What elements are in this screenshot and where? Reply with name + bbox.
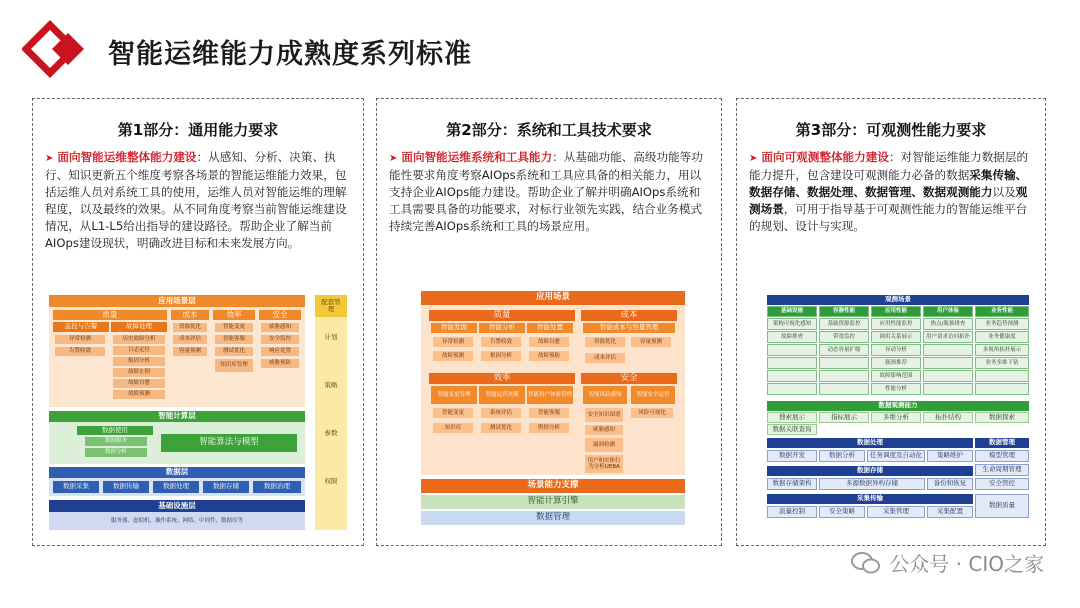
eff-item: 智能变更 (215, 323, 253, 332)
security-header: 安全 (259, 310, 301, 320)
efficiency-header: 效率 (429, 373, 575, 384)
scene-cell (819, 357, 869, 369)
scene-cell: 调用关系展示 (871, 331, 921, 343)
sec-item: 智能安全运营 (631, 386, 675, 404)
side-item: 计划 (324, 333, 338, 342)
data-item: 数据处理 (153, 481, 199, 493)
q-item: 历史故障分析 (113, 335, 165, 344)
scene-column-header: 业务性能 (975, 306, 1029, 317)
sec-item: 安全监控 (261, 335, 299, 344)
q-sub: 异常检测 (433, 337, 473, 347)
proc-item: 策略维护 (927, 450, 973, 462)
body-text: ，可用于指导基于可观测性能力的智能运维平台的规划、设计与实现。 (749, 202, 1028, 233)
cost-item: 成本评估 (173, 335, 207, 344)
sec-sub: 用户和实体行为分析UEBA (585, 455, 623, 473)
cost-sub: 资源优化 (585, 337, 625, 347)
quality-header: 质量 (53, 310, 167, 320)
scene-cell: 基础资源监控 (819, 318, 869, 330)
eff-item: 智能变更管理 (431, 386, 477, 404)
quality-header: 质量 (429, 310, 575, 321)
mgmt-item: 安全管控 (975, 478, 1029, 490)
scene-cell (923, 344, 973, 356)
data-item: 数据存储 (203, 481, 249, 493)
mgmt-item: 模型管理 (975, 450, 1029, 462)
side-item: 参数 (324, 429, 338, 438)
trans-item: 安全策略 (819, 506, 865, 518)
page-title: 智能运维能力成熟度系列标准 (108, 39, 472, 70)
panel-title: 第2部分：系统和工具技术要求 (446, 121, 652, 139)
infra-items: 服务器、虚拟机、操作系统、网络、中间件、数据库等 (49, 512, 305, 530)
scene-cell: 带宽监控 (819, 331, 869, 343)
q-item: 异常检测 (55, 335, 105, 344)
trans-header: 采集传输 (767, 494, 973, 504)
scene-cell (767, 370, 817, 382)
system-tools-diagram (421, 291, 685, 531)
mgmt-item: 数据质量 (975, 494, 1029, 518)
obs-item: 数据探索 (975, 412, 1029, 423)
body-text: 以及 (992, 185, 1016, 199)
cost-item: 容量预测 (173, 347, 207, 356)
scene-cell (767, 357, 817, 369)
app-scene-header: 应用场景 (421, 291, 685, 305)
eff-sub: 舆情分析 (529, 423, 569, 433)
scene-cell (923, 383, 973, 395)
scene-cell: 瓶颈推荐 (871, 357, 921, 369)
obs-item: 搜索展示 (767, 412, 817, 423)
side-body (315, 317, 347, 530)
obs-item: 指标展示 (819, 412, 869, 423)
arrow-bullet-icon: ➤ (749, 153, 758, 164)
watermark-text: 公众号 · CIO之家 (889, 552, 1044, 576)
scene-cell (923, 370, 973, 382)
panel-description (749, 149, 1035, 235)
data-analysis: 数据分析 (85, 448, 147, 457)
scene-cell (767, 344, 817, 356)
algo-model: 智能算法与模型 (161, 434, 297, 452)
quality-monitor: 监控与告警 (53, 322, 109, 332)
cost-item: 智能成本与容量管理 (583, 323, 675, 333)
intel-layer-header: 智能计算层 (49, 411, 305, 422)
eff-item: 智能用户体验管理 (527, 386, 573, 404)
proc-item: 数据分析 (819, 450, 865, 462)
proc-header: 数据处理 (767, 438, 973, 448)
mgmt-header: 数据管理 (975, 438, 1029, 448)
scene-cell (819, 370, 869, 382)
sec-item: 威胁感知 (261, 323, 299, 332)
sec-sub: 漏洞检测 (585, 438, 623, 452)
eff-sub: 测试优化 (481, 423, 521, 433)
mgmt-item: 生命周期管理 (975, 464, 1029, 476)
cost-item: 资源优化 (173, 323, 207, 332)
scene-cell: 性能分析 (871, 383, 921, 395)
scene-cell: 业务多维下钻 (975, 357, 1029, 369)
scene-cell: 应用性能监控 (871, 318, 921, 330)
sec-sub: 安全知识图谱 (585, 408, 623, 422)
q-item: 故障自愈 (113, 379, 165, 388)
highlight-text: 面向智能运维整体能力建设 (57, 150, 197, 164)
data-layer-header: 数据层 (49, 467, 305, 478)
q-sub: 根因分析 (481, 351, 521, 361)
q-item: 智能发现 (431, 323, 477, 333)
store-item: 多源数据异构存储 (819, 478, 925, 490)
scene-cell (923, 357, 973, 369)
security-header: 安全 (581, 373, 677, 384)
q-item: 智能处置 (527, 323, 573, 333)
q-item: 故障预测 (113, 390, 165, 399)
store-item: 备份和恢复 (927, 478, 973, 490)
q-item: 智能分析 (479, 323, 525, 333)
scene-column-header: 应用性能 (871, 306, 921, 317)
scene-cell: 业务健康度 (975, 331, 1029, 343)
app-layer-header: 应用场景层 (49, 295, 305, 307)
arrow-bullet-icon: ➤ (45, 153, 54, 164)
store-item: 数据存储架构 (767, 478, 817, 490)
eff-sub: 知识库 (433, 423, 473, 433)
efficiency-header: 效率 (213, 310, 255, 320)
eff-sub: 智能客服 (529, 408, 569, 418)
panel-system-tools (376, 98, 722, 546)
eff-item: 知识库管理 (215, 359, 253, 372)
eff-item: 测试优化 (215, 347, 253, 356)
obs-header: 数据观测能力 (767, 401, 1029, 411)
bold-text: 观测场景 (749, 185, 1028, 216)
general-capability-diagram (49, 295, 351, 537)
scene-cell (975, 383, 1029, 395)
q-sub: 告警收敛 (481, 337, 521, 347)
scene-cell: 动态容量扩缩 (819, 344, 869, 356)
scene-header: 观测场景 (767, 295, 1029, 305)
scene-cell: 异动分析 (871, 344, 921, 356)
scene-cell (975, 370, 1029, 382)
wechat-icon (851, 551, 881, 575)
trans-item: 流量控制 (767, 506, 817, 518)
q-sub: 故障预测 (433, 351, 473, 361)
scene-column-header: 基础设施 (767, 306, 817, 317)
side-item: 权限 (324, 477, 338, 486)
panel-general-capability (32, 98, 364, 546)
sec-item: 响应处置 (261, 347, 299, 356)
observability-diagram (767, 295, 1029, 531)
sec-sub: 威胁感知 (585, 425, 623, 435)
support-header: 场景能力支撑 (421, 479, 685, 493)
obs-extra: 数据关联查询 (767, 424, 817, 435)
sec-item: 智能风险感知 (583, 386, 627, 404)
eff-sub: 智能变更 (433, 408, 473, 418)
q-item: 日志定位 (113, 346, 165, 355)
q-item: 故障止损 (113, 368, 165, 377)
side-item: 策略 (324, 381, 338, 390)
panel-title: 第3部分：可观测性能力要求 (795, 121, 987, 139)
panel-title: 第1部分：通用能力要求 (117, 121, 279, 139)
scene-cell: 热点/瓶颈排查 (923, 318, 973, 330)
diamond-logo-icon (22, 18, 94, 80)
scene-cell: 架构可视化感知 (767, 318, 817, 330)
sec-item: 威胁预防 (261, 359, 299, 368)
proc-item: 任务调度及自动化 (867, 450, 925, 462)
scene-column-header: 容器性能 (819, 306, 869, 317)
eff-sub: 系统评估 (481, 408, 521, 418)
highlight-text: 面向可观测整体能力建设 (761, 150, 889, 164)
q-sub: 故障预防 (529, 351, 569, 361)
arrow-bullet-icon: ➤ (389, 153, 398, 164)
panel-description (389, 149, 711, 235)
q-sub: 故障自愈 (529, 337, 569, 347)
quality-fault: 故障处理 (111, 322, 167, 332)
data-item: 数据传输 (103, 481, 149, 493)
data-service: 数据服务 (85, 437, 147, 446)
trans-item: 采集配置 (927, 506, 973, 518)
body-text: ：对智能运维能力数据层的能力提升，包含建设可观测能力必备的数据 (749, 150, 1029, 182)
cost-header: 成本 (581, 310, 677, 321)
scene-cell (819, 383, 869, 395)
q-item: 根因分析 (113, 357, 165, 366)
eff-item: 智能客服 (215, 335, 253, 344)
trans-item: 采集管理 (867, 506, 925, 518)
cost-sub: 成本评估 (585, 353, 625, 363)
scene-cell (767, 383, 817, 395)
scene-column-header: 用户体验 (923, 306, 973, 317)
data-item: 数据治理 (253, 481, 301, 493)
cost-sub: 容量预测 (631, 337, 671, 347)
scene-cell: 故障影响范围 (871, 370, 921, 382)
store-header: 数据存储 (767, 466, 973, 476)
data-management: 数据管理 (421, 511, 685, 525)
bold-text: 采集传输、数据存储、数据处理、数据管理、数据观测能力 (749, 168, 1028, 199)
proc-item: 数据开发 (767, 450, 817, 462)
highlight-text: 面向智能运维系统和工具能力 (401, 150, 553, 164)
cost-header: 成本 (171, 310, 209, 320)
wechat-watermark (851, 548, 1044, 577)
body-text: ：从感知、分析、决策、执行、知识更新五个维度考察各场景的智能运维能力效果，包括运维人员对系统工具的使用，运维人员对智能运维的理解程度，以及最终的效果。从不同角度考察当前智能运维建设情况，从L1-L5给出指导的建设路径。帮助企业了解当前AIOps建设现状，明确改进目标和未来发展方向。 (45, 150, 347, 250)
scene-cell: 故障排查 (767, 331, 817, 343)
scene-cell: 业务趋势预测 (975, 318, 1029, 330)
obs-item: 多维分析 (871, 412, 921, 423)
body-text: ：从基础功能、高级功能等功能性要求角度考察AIOps系统和工具应具备的相关能力，用以支持企业AIOps能力建设。帮助企业了解并明确AIOps系统和工具需要具备的功能要求，对标行业领先实践，结合业务模式持续完善AIOps系统和工具的场景应用。 (389, 150, 703, 233)
scene-cell: 用户请求访问拓扑 (923, 331, 973, 343)
data-item: 数据采集 (53, 481, 99, 493)
q-item: 告警收敛 (55, 347, 105, 356)
sec-sub: 风险可视化 (631, 408, 673, 418)
panel-description (45, 149, 353, 252)
panel-observability (736, 98, 1046, 546)
scene-cell: 多视角拓扑展示 (975, 344, 1029, 356)
side-header: 配套管理 (315, 295, 347, 317)
data-use-header: 数据使用 (77, 426, 153, 435)
obs-item: 拓扑结构 (923, 412, 973, 423)
compute-engine: 智能计算引擎 (421, 495, 685, 509)
infra-layer-header: 基础设施层 (49, 500, 305, 512)
eff-item: 智能运营决策 (479, 386, 525, 404)
